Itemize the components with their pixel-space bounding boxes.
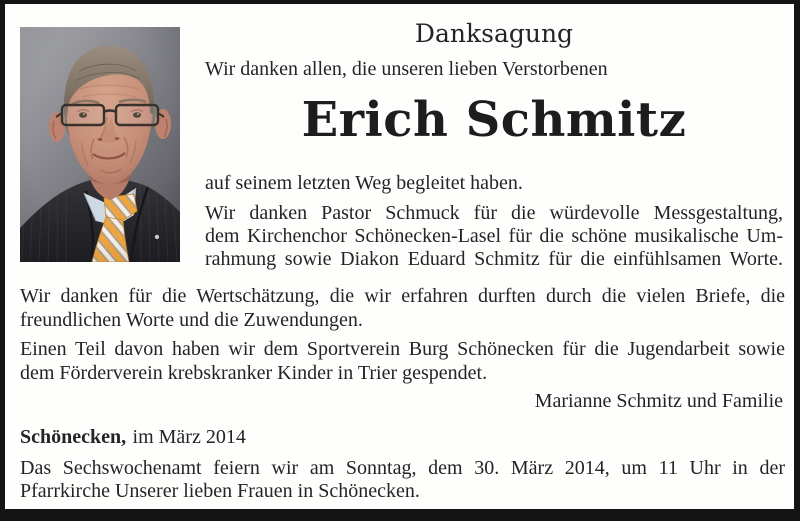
dateline-date: im März 2014: [132, 426, 246, 448]
sechswochenamt-announcement: Das Sechswochenamt feiern wir am Sonntag, dem 30. März 2014, um 11 Uhr in der Pfarrkirche Unserer lieben Frauen in Schönecken.: [20, 457, 785, 502]
intro-line: Wir danken allen, die unseren lieben Verstorbenen: [205, 58, 608, 80]
portrait-photo: [20, 27, 180, 262]
thanks-paragraph: Wir danken Pastor Schmuck für die würdevolle Messgestaltung, dem Kirchenchor Schönecken-Lasel für die schöne musikalische Um- rahmung sowie Diakon Eduard Schmitz für die einfühlsamen Worte.: [205, 202, 783, 270]
notice-type-heading: Danksagung: [414, 19, 574, 48]
gratitude-paragraph: Wir danken für die Wertschätzung, die wir erfahren durften durch die vielen Briefe, die freundlichen Worte und die Zuwendungen.: [20, 285, 785, 331]
deceased-name: Erich Schmitz: [301, 92, 687, 148]
place-dateline: [20, 425, 785, 449]
family-signature: Marianne Schmitz und Familie: [534, 390, 783, 412]
dateline-place: Schönecken,: [20, 426, 127, 448]
donation-paragraph: Einen Teil davon haben wir dem Sportverein Burg Schönecken für die Jugendarbeit sowie dem Förderverein krebskranker Kinder in Trier gespendet.: [20, 338, 785, 384]
intro-continuation: auf seinem letzten Weg begleitet haben.: [205, 172, 523, 194]
